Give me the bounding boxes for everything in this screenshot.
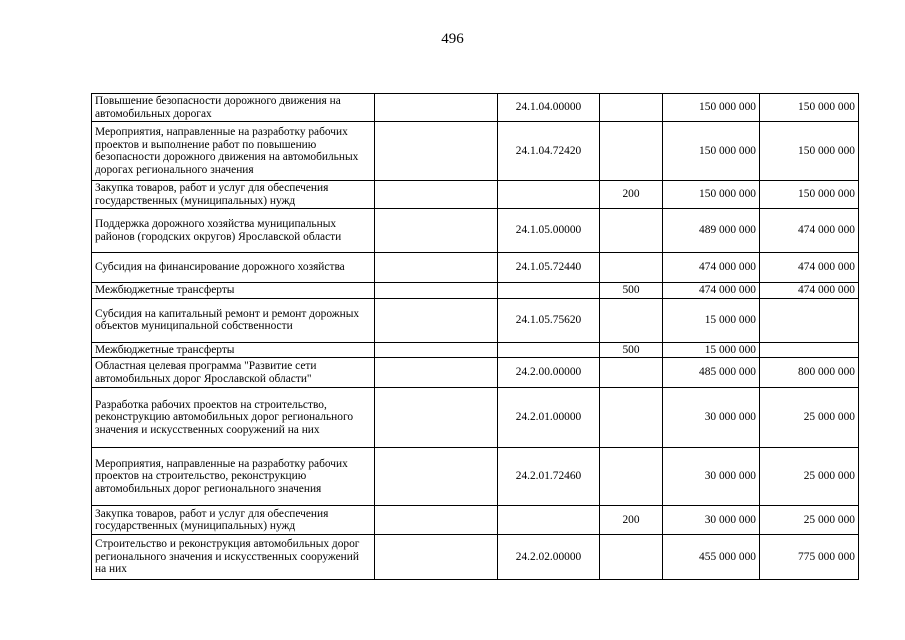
row-name-cell: Закупка товаров, работ и услуг для обеспечения государственных (муниципальных) нужд [92,506,375,535]
row-name-cell: Мероприятия, направленные на разработку рабочих проектов и выполнение работ по повышению безопасности дорожного движения на автомобильных дорогах регионального значения [92,122,375,181]
row-blank-cell [375,535,498,580]
table-row [92,253,859,283]
row-amount-year1-cell: 30 000 000 [663,448,760,506]
row-amount-year1-cell: 455 000 000 [663,535,760,580]
row-blank-cell [375,506,498,535]
row-name-cell: Областная целевая программа "Развитие сети автомобильных дорог Ярославской области" [92,358,375,388]
table-row [92,209,859,253]
row-blank-cell [375,94,498,122]
row-amount-year2-cell: 150 000 000 [760,94,859,122]
row-amount-year1-cell: 15 000 000 [663,298,760,342]
table-row [92,298,859,342]
row-amount-year2-cell: 25 000 000 [760,448,859,506]
table-row [92,283,859,299]
table-row [92,535,859,580]
table-row [92,181,859,209]
row-amount-year2-cell: 474 000 000 [760,283,859,299]
row-code-cell: 24.2.00.00000 [498,358,600,388]
row-amount-year1-cell: 150 000 000 [663,122,760,181]
budget-table-body [92,94,859,580]
table-row [92,388,859,448]
row-amount-year2-cell: 775 000 000 [760,535,859,580]
row-blank-cell [375,358,498,388]
row-name-cell: Закупка товаров, работ и услуг для обеспечения государственных (муниципальных) нужд [92,181,375,209]
row-amount-year1-cell: 485 000 000 [663,358,760,388]
row-amount-year2-cell: 25 000 000 [760,388,859,448]
row-amount-year1-cell: 150 000 000 [663,181,760,209]
row-name-cell: Субсидия на финансирование дорожного хозяйства [92,253,375,283]
row-expense-type-cell [600,209,663,253]
table-row [92,94,859,122]
row-code-cell [498,181,600,209]
row-expense-type-cell: 500 [600,283,663,299]
table-row [92,122,859,181]
row-amount-year2-cell [760,298,859,342]
row-blank-cell [375,448,498,506]
row-amount-year1-cell: 150 000 000 [663,94,760,122]
table-row [92,342,859,358]
row-expense-type-cell [600,448,663,506]
row-code-cell [498,342,600,358]
row-name-cell: Мероприятия, направленные на разработку рабочих проектов на строительство, реконструкцию автомобильных дорог регионального значения [92,448,375,506]
row-blank-cell [375,283,498,299]
row-expense-type-cell [600,388,663,448]
row-amount-year2-cell [760,342,859,358]
row-name-cell: Межбюджетные трансферты [92,283,375,299]
row-amount-year1-cell: 15 000 000 [663,342,760,358]
row-name-cell: Строительство и реконструкция автомобильных дорог регионального значения и искусственных сооружений на них [92,535,375,580]
row-amount-year2-cell: 150 000 000 [760,122,859,181]
row-amount-year1-cell: 474 000 000 [663,283,760,299]
table-row [92,448,859,506]
row-name-cell: Субсидия на капитальный ремонт и ремонт дорожных объектов муниципальной собственности [92,298,375,342]
row-code-cell: 24.1.05.00000 [498,209,600,253]
row-code-cell [498,506,600,535]
row-name-cell: Разработка рабочих проектов на строительство, реконструкцию автомобильных дорог регионального значения и искусственных сооружений на них [92,388,375,448]
row-code-cell: 24.2.01.00000 [498,388,600,448]
row-name-cell: Повышение безопасности дорожного движения на автомобильных дорогах [92,94,375,122]
row-code-cell [498,283,600,299]
row-blank-cell [375,181,498,209]
row-code-cell: 24.2.02.00000 [498,535,600,580]
row-blank-cell [375,342,498,358]
row-name-cell: Межбюджетные трансферты [92,342,375,358]
table-row [92,506,859,535]
row-amount-year2-cell: 474 000 000 [760,253,859,283]
row-expense-type-cell: 200 [600,181,663,209]
row-blank-cell [375,388,498,448]
budget-table [91,93,859,580]
row-amount-year1-cell: 474 000 000 [663,253,760,283]
row-amount-year2-cell: 150 000 000 [760,181,859,209]
row-expense-type-cell [600,358,663,388]
row-amount-year1-cell: 30 000 000 [663,506,760,535]
row-blank-cell [375,253,498,283]
row-code-cell: 24.1.05.72440 [498,253,600,283]
row-blank-cell [375,209,498,253]
row-expense-type-cell [600,94,663,122]
row-expense-type-cell: 500 [600,342,663,358]
row-expense-type-cell: 200 [600,506,663,535]
row-code-cell: 24.2.01.72460 [498,448,600,506]
row-amount-year2-cell: 474 000 000 [760,209,859,253]
row-amount-year1-cell: 489 000 000 [663,209,760,253]
row-amount-year2-cell: 25 000 000 [760,506,859,535]
row-name-cell: Поддержка дорожного хозяйства муниципальных районов (городских округов) Ярославской области [92,209,375,253]
row-blank-cell [375,122,498,181]
row-code-cell: 24.1.04.00000 [498,94,600,122]
row-code-cell: 24.1.04.72420 [498,122,600,181]
row-expense-type-cell [600,298,663,342]
row-amount-year2-cell: 800 000 000 [760,358,859,388]
row-expense-type-cell [600,253,663,283]
page-number: 496 [441,31,464,47]
row-expense-type-cell [600,122,663,181]
table-row [92,358,859,388]
row-amount-year1-cell: 30 000 000 [663,388,760,448]
row-code-cell: 24.1.05.75620 [498,298,600,342]
row-blank-cell [375,298,498,342]
row-expense-type-cell [600,535,663,580]
